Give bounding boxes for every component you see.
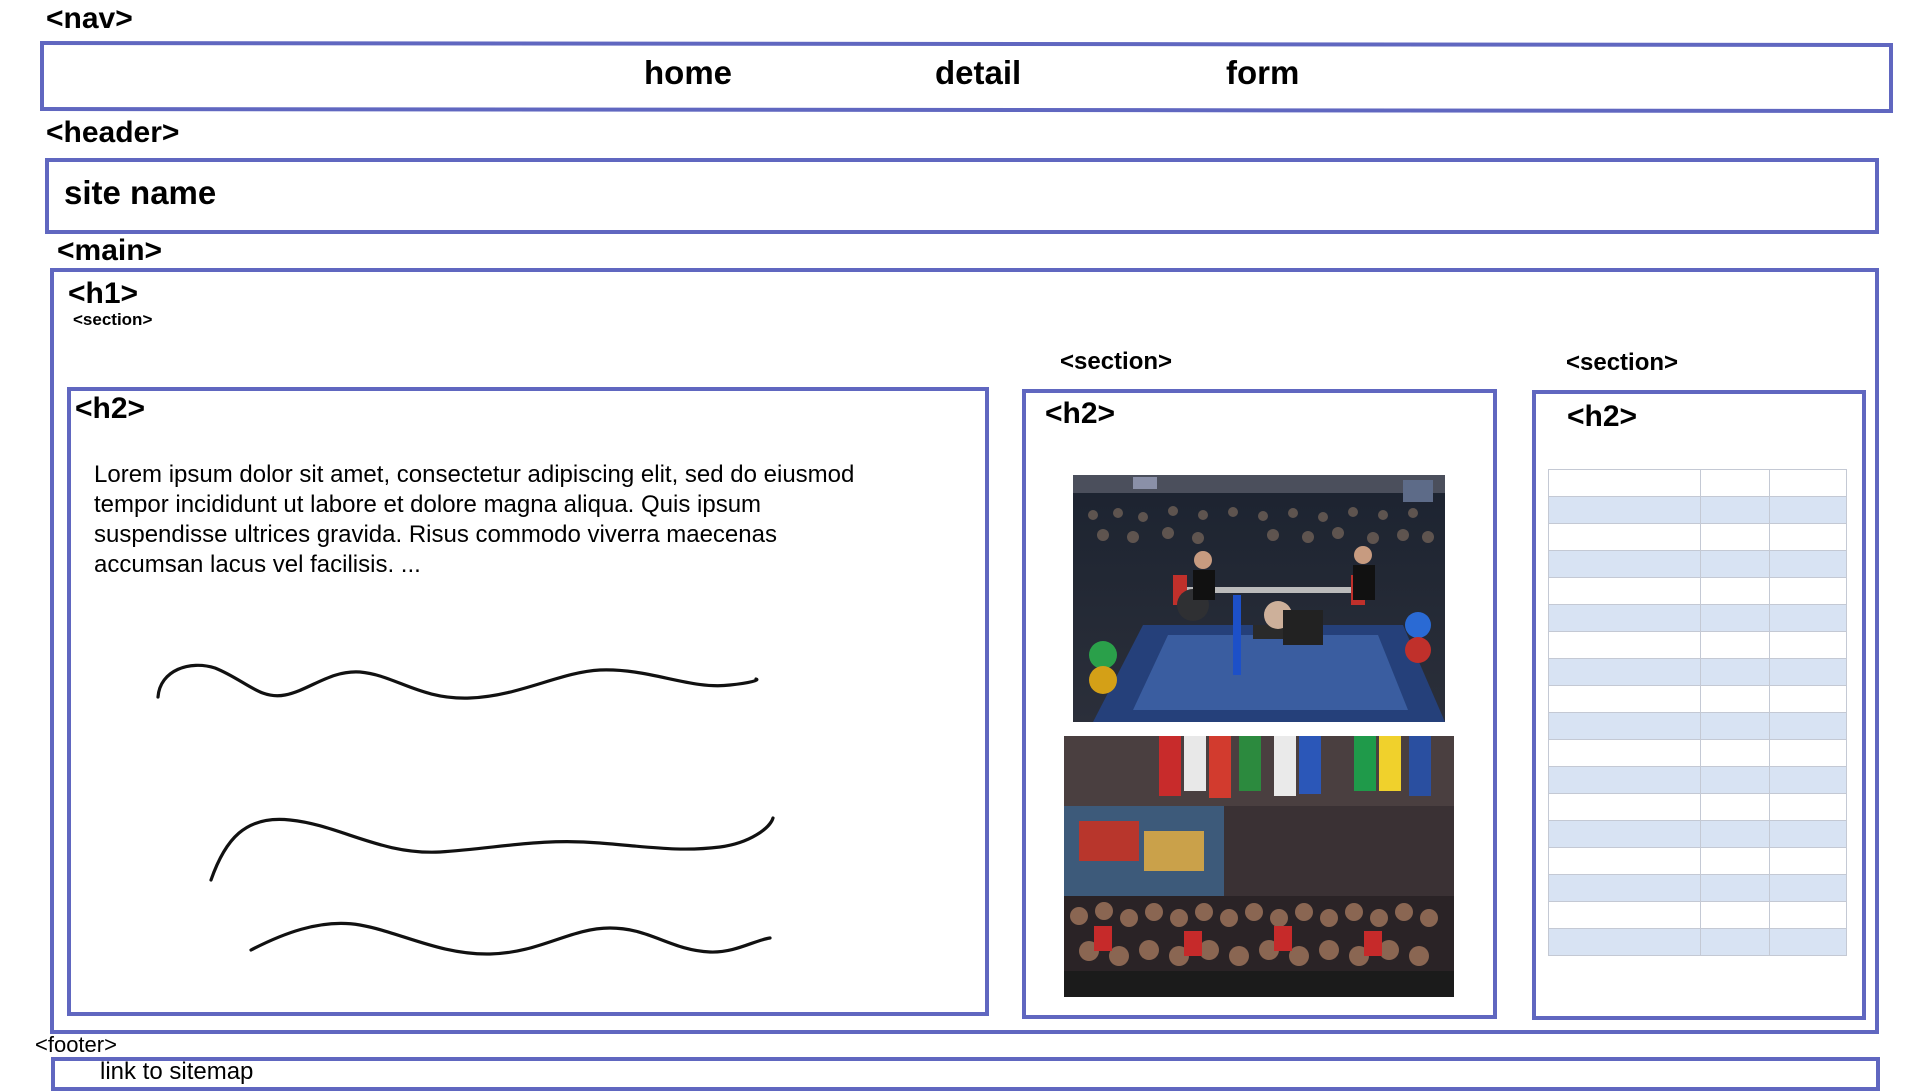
- paragraph-line: suspendisse ultrices gravida. Risus commodo viverra maecenas: [94, 521, 777, 548]
- table-row: [1549, 821, 1847, 848]
- table-row: [1549, 605, 1847, 632]
- table-row: [1549, 497, 1847, 524]
- nav-link-form[interactable]: form: [1226, 54, 1300, 91]
- main-tag-label: <main>: [57, 234, 163, 267]
- header-box: [45, 158, 1879, 234]
- nav-link-detail[interactable]: detail: [935, 54, 1022, 91]
- table-row: [1549, 794, 1847, 821]
- footer-tag-label: <footer>: [35, 1032, 117, 1057]
- site-name: site name: [64, 174, 217, 211]
- h2-tag-label: <h2>: [1567, 400, 1638, 433]
- table-row: [1549, 848, 1847, 875]
- powerlifting-bench-press-photo: [1073, 475, 1445, 722]
- table-row: [1549, 470, 1847, 497]
- section-tag-label: <section>: [73, 310, 153, 329]
- section-tag-label: <section>: [1060, 348, 1173, 375]
- table-row: [1549, 767, 1847, 794]
- table-row: [1549, 740, 1847, 767]
- header-tag-label: <header>: [46, 116, 180, 149]
- table-row: [1549, 632, 1847, 659]
- table-row: [1549, 929, 1847, 956]
- section-tag-label: <section>: [1566, 349, 1679, 376]
- table-row: [1549, 902, 1847, 929]
- paragraph-line: Lorem ipsum dolor sit amet, consectetur adipiscing elit, sed do eiusmod: [94, 461, 855, 488]
- sitemap-link[interactable]: link to sitemap: [100, 1058, 254, 1085]
- nav-tag-label: <nav>: [46, 2, 133, 35]
- h1-tag-label: <h1>: [68, 277, 139, 310]
- lorem-paragraph: [94, 460, 854, 580]
- paragraph-line: accumsan lacus vel facilisis. ...: [94, 551, 421, 578]
- table-row: [1549, 686, 1847, 713]
- footer-box: [51, 1057, 1880, 1091]
- table-row: [1549, 524, 1847, 551]
- table-row: [1549, 875, 1847, 902]
- powerlifting-gym-crowd-photo: [1064, 736, 1454, 997]
- paragraph-line: tempor incididunt ut labore et dolore magna aliqua. Quis ipsum: [94, 491, 762, 518]
- table-row: [1549, 578, 1847, 605]
- h2-tag-label: <h2>: [1045, 397, 1116, 430]
- data-table: [1548, 469, 1847, 956]
- nav-link-home[interactable]: home: [644, 54, 733, 91]
- data-table-body: [1549, 470, 1847, 956]
- table-row: [1549, 551, 1847, 578]
- table-row: [1549, 713, 1847, 740]
- table-row: [1549, 659, 1847, 686]
- h2-tag-label: <h2>: [75, 392, 146, 425]
